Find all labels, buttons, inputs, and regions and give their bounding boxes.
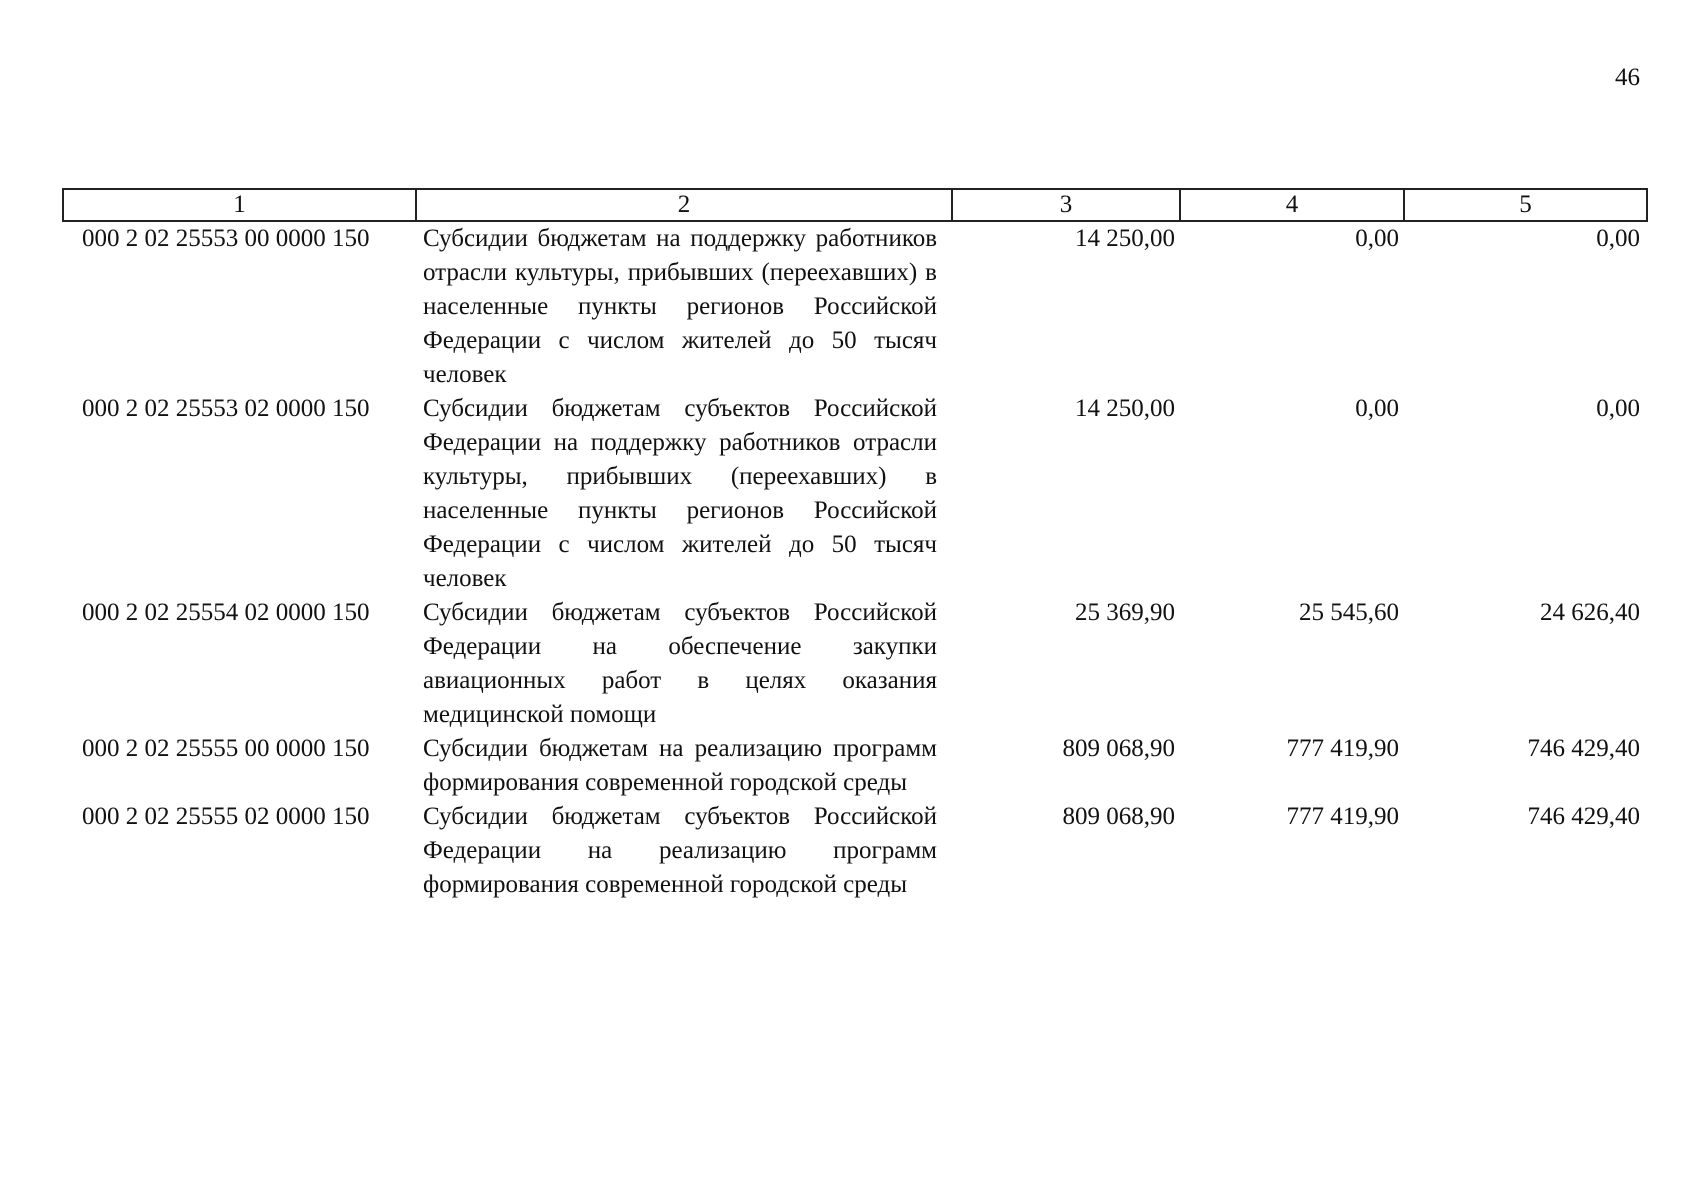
table-row <box>62 732 1648 800</box>
budget-code: 000 2 02 25553 00 0000 150 <box>82 225 370 252</box>
column-header-3: 3 <box>953 190 1181 220</box>
column-header-2: 2 <box>417 190 953 220</box>
value-col-3: 14 250,00 <box>1075 225 1175 252</box>
value-col-5: 24 626,40 <box>1540 599 1640 626</box>
value-col-4: 777 419,90 <box>1286 735 1399 762</box>
value-col-3: 14 250,00 <box>1075 395 1175 422</box>
column-header-1: 1 <box>64 190 417 220</box>
value-col-4: 0,00 <box>1355 395 1399 422</box>
value-col-3: 25 369,90 <box>1075 599 1175 626</box>
row-description: Субсидии бюджетам на поддержку работников отрасли культуры, прибывших (переехавших) в населенные пункты регионов Российской Федерации с числом жителей до 50 тысяч человек <box>423 225 937 388</box>
budget-code: 000 2 02 25555 00 0000 150 <box>82 735 370 762</box>
row-description: Субсидии бюджетам на реализацию программ формирования современной городской среды <box>423 735 937 796</box>
table-row <box>62 392 1648 596</box>
table-row <box>62 800 1648 902</box>
value-col-4: 777 419,90 <box>1286 803 1399 830</box>
budget-code: 000 2 02 25553 02 0000 150 <box>82 395 370 422</box>
table-header-row <box>62 188 1648 222</box>
value-col-4: 0,00 <box>1355 225 1399 252</box>
column-header-4: 4 <box>1181 190 1405 220</box>
budget-code: 000 2 02 25555 02 0000 150 <box>82 803 370 830</box>
value-col-5: 746 429,40 <box>1527 803 1640 830</box>
value-col-4: 25 545,60 <box>1299 599 1399 626</box>
row-description: Субсидии бюджетам субъектов Российской Федерации на реализацию программ формирования современной городской среды <box>423 803 937 898</box>
table-row <box>62 596 1648 732</box>
budget-table <box>62 188 1648 902</box>
row-description: Субсидии бюджетам субъектов Российской Федерации на обеспечение закупки авиационных работ в целях оказания медицинской помощи <box>423 599 937 728</box>
value-col-3: 809 068,90 <box>1062 735 1175 762</box>
page-number: 46 <box>1615 64 1640 91</box>
value-col-5: 0,00 <box>1596 225 1640 252</box>
value-col-5: 0,00 <box>1596 395 1640 422</box>
value-col-5: 746 429,40 <box>1527 735 1640 762</box>
row-description: Субсидии бюджетам субъектов Российской Федерации на поддержку работников отрасли культуры, прибывших (переехавших) в населенные пункты регионов Российской Федерации с числом жителей до 50 тысяч человек <box>423 395 937 592</box>
budget-code: 000 2 02 25554 02 0000 150 <box>82 599 370 626</box>
value-col-3: 809 068,90 <box>1062 803 1175 830</box>
column-header-5: 5 <box>1519 191 1532 218</box>
table-row <box>62 222 1648 392</box>
